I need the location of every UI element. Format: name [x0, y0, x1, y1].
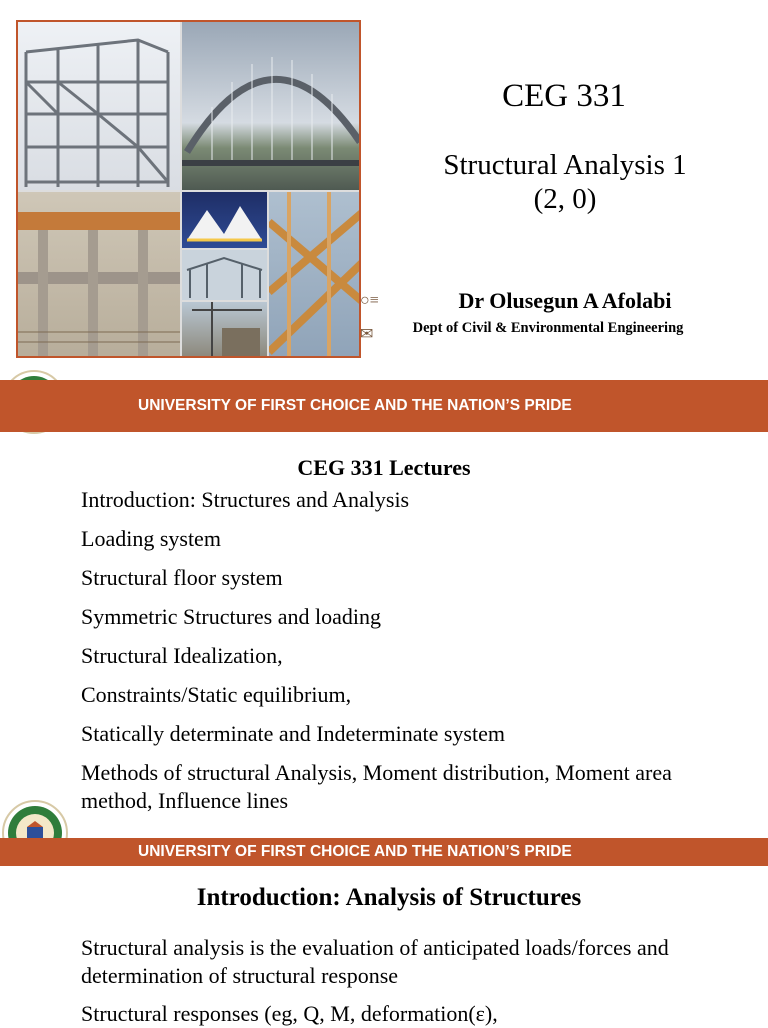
university-banner: [0, 838, 768, 866]
steel-frame-photo: [18, 22, 180, 190]
list-item: Loading system: [81, 526, 221, 551]
banner-text: UNIVERSITY OF FIRST CHOICE AND THE NATION’S PRIDE: [138, 843, 572, 860]
intro-heading: Introduction: Analysis of Structures: [196, 884, 582, 911]
course-title-text: Structural Analysis 1: [443, 149, 687, 181]
list-item: Constraints/Static equilibrium,: [81, 682, 352, 707]
intro-paragraph: Structural responses (eg, Q, M, deformation(ε),: [81, 1001, 498, 1026]
steel-portal-photo: [182, 250, 267, 300]
list-item: Statically determinate and Indeterminate system: [81, 721, 505, 746]
person-list-icon: ○≡: [360, 292, 379, 309]
banner-text: UNIVERSITY OF FIRST CHOICE AND THE NATION’S PRIDE: [138, 397, 572, 414]
list-item: Structural Idealization,: [81, 643, 283, 668]
lecturer-name: Dr Olusegun A Afolabi: [458, 288, 672, 313]
course-units: (2, 0): [533, 183, 597, 215]
list-item: Symmetric Structures and loading: [81, 604, 381, 629]
department-name: Dept of Civil & Environmental Engineering: [412, 320, 684, 336]
arch-bridge-photo: [182, 22, 361, 190]
list-item: Structural floor system: [81, 565, 283, 590]
tent-structure-photo: [182, 192, 267, 248]
tower-crane-photo: [182, 302, 267, 358]
structures-photo-collage: [16, 20, 361, 358]
list-item: Methods of structural Analysis, Moment distribution, Moment area method, Influence lines: [81, 760, 672, 813]
lectures-list: [81, 486, 731, 826]
list-item: Introduction: Structures and Analysis: [81, 487, 410, 512]
concrete-formwork-photo: [18, 192, 180, 358]
course-code: CEG 331: [502, 78, 626, 114]
timber-truss-photo: [269, 192, 361, 358]
envelope-icon: ✉: [360, 326, 374, 343]
lectures-heading: CEG 331 Lectures: [297, 455, 471, 480]
course-title: [410, 148, 720, 216]
university-banner: [0, 380, 768, 432]
intro-paragraph: Structural analysis is the evaluation of anticipated loads/forces and determination of structural response: [81, 935, 669, 988]
